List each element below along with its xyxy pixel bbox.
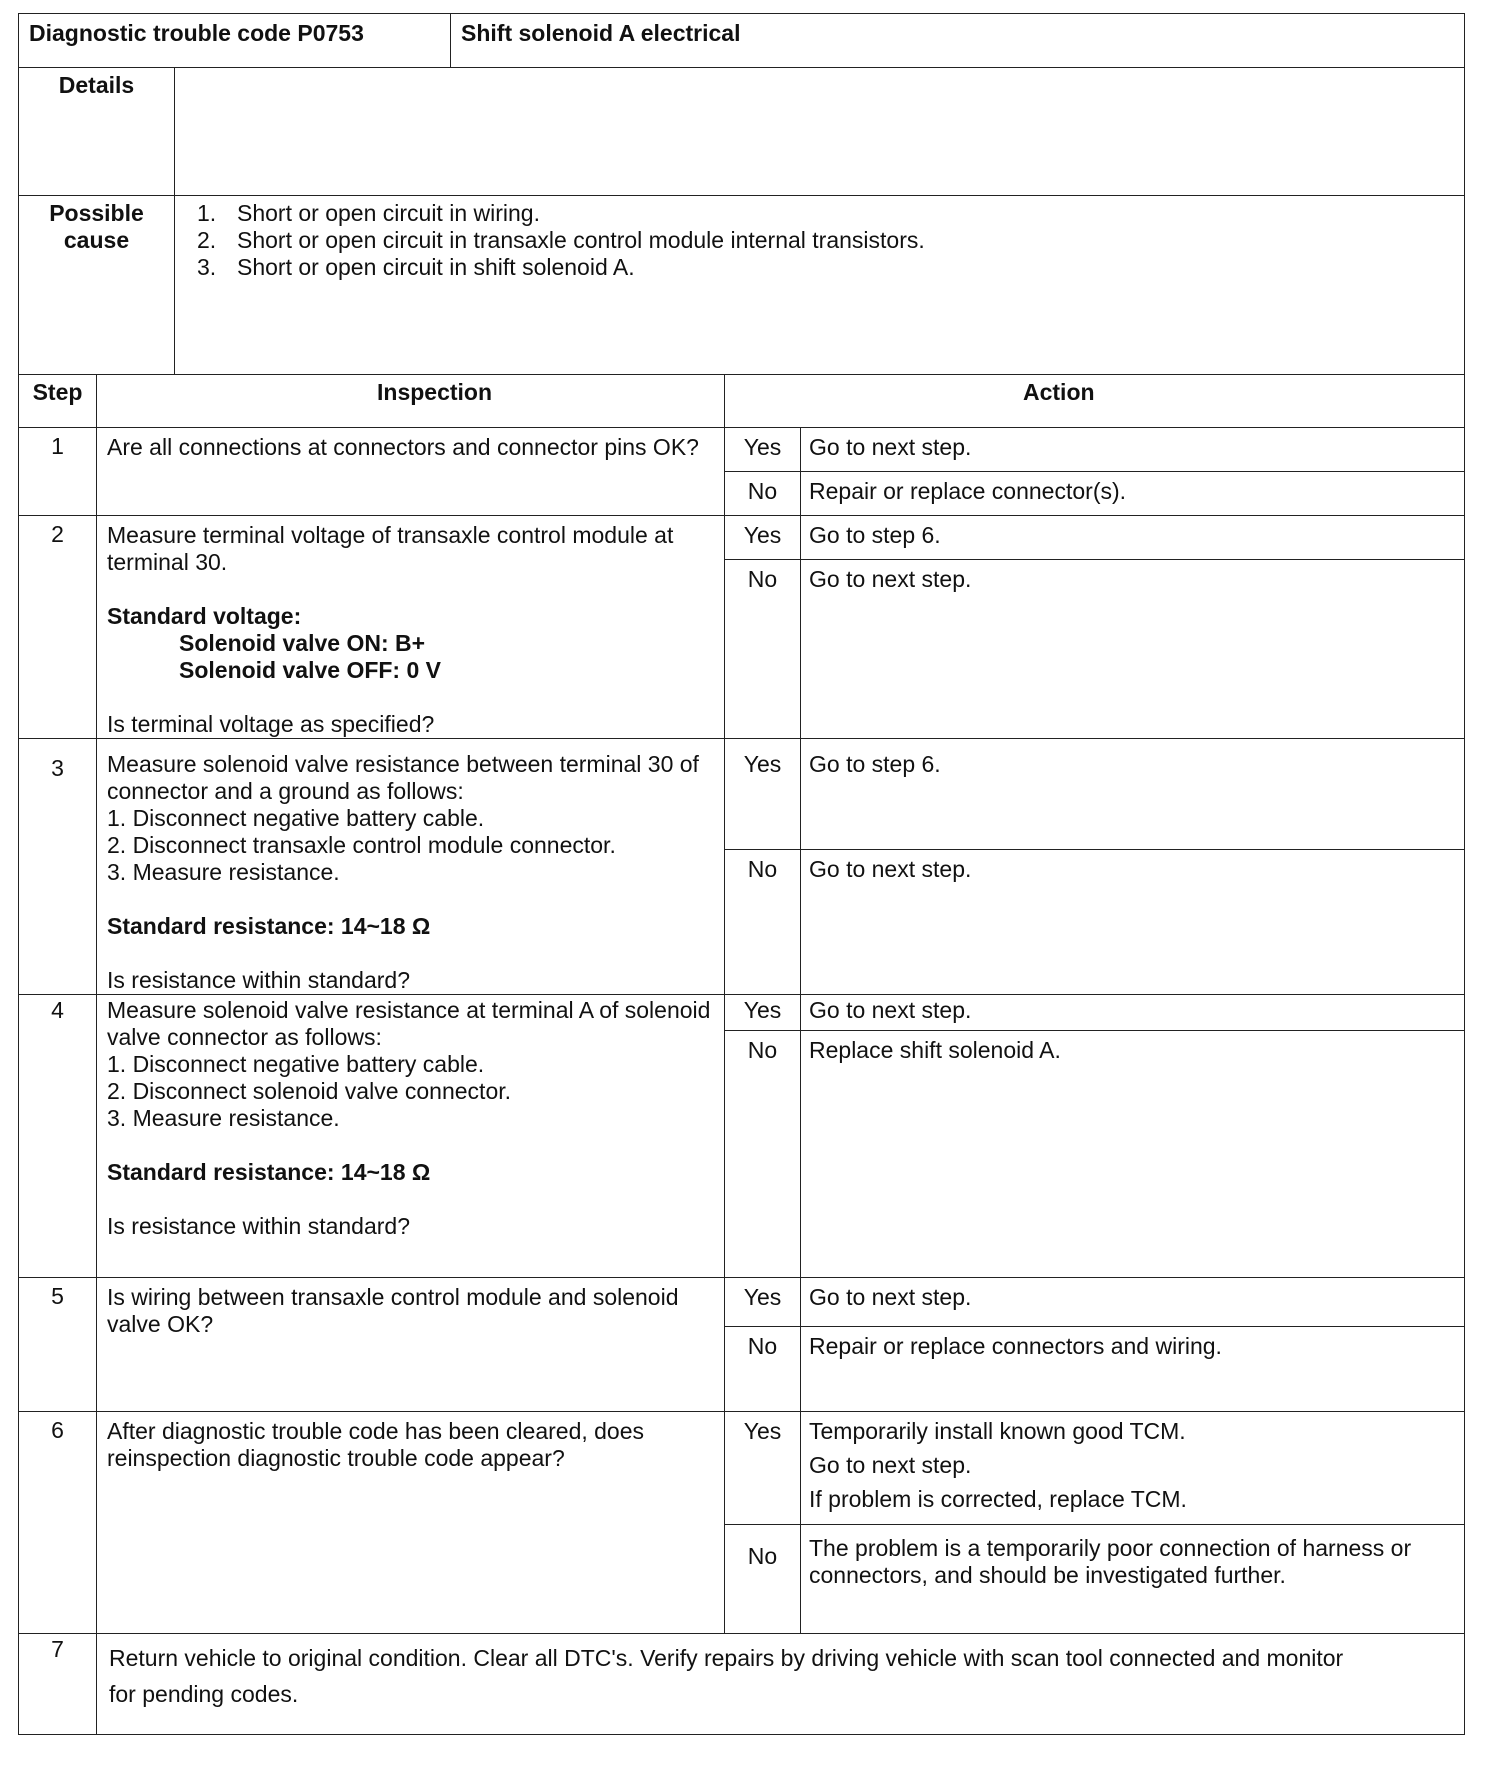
spec-line: Solenoid valve ON: B+ xyxy=(179,630,426,656)
diagnostic-table xyxy=(18,13,1465,1735)
step-column-header: Step xyxy=(19,375,97,428)
substep: 1. Disconnect negative battery cable. xyxy=(107,805,485,831)
action-column-header: Action xyxy=(725,375,1465,428)
substep: 2. Disconnect transaxle control module connector. xyxy=(107,832,616,858)
yes-label: Yes xyxy=(725,739,801,850)
step-1-yes-action: Go to next step. xyxy=(801,428,1465,472)
yes-label: Yes xyxy=(725,1412,801,1525)
step-number: 1 xyxy=(19,428,97,516)
spec-title: Standard voltage: xyxy=(107,603,302,629)
step-3-yes-action: Go to step 6. xyxy=(801,739,1465,850)
step-1-inspection: Are all connections at connectors and connector pins OK? xyxy=(97,428,725,516)
yes-label: Yes xyxy=(725,995,801,1031)
no-label: No xyxy=(725,1327,801,1412)
substep: 2. Disconnect solenoid valve connector. xyxy=(107,1078,512,1104)
step-5-inspection: Is wiring between transaxle control module and solenoid valve OK? xyxy=(97,1278,725,1412)
step-6-yes-action: Temporarily install known good TCM. Go to next step. If problem is corrected, replace TCM. xyxy=(801,1412,1465,1525)
step-2-no-action: Go to next step. xyxy=(801,560,1465,739)
step-number: 6 xyxy=(19,1412,97,1634)
step-4-inspection: Measure solenoid valve resistance at terminal A of solenoid valve connector as follows: 1. Disconnect negative battery cable. 2. Disconnect solenoid valve connector. 3. Measure resistance. Standard resistance: 14~18 Ω Is resistance within standard? xyxy=(97,995,725,1278)
step-number: 2 xyxy=(19,516,97,739)
step-4-yes-action: Go to next step. xyxy=(801,995,1465,1031)
spec-line: Standard resistance: 14~18 Ω xyxy=(107,1159,431,1185)
step-1-no-action: Repair or replace connector(s). xyxy=(801,472,1465,516)
step-4-yes-row xyxy=(19,995,1465,1031)
column-header-row xyxy=(19,375,1465,428)
step-2-yes-action: Go to step 6. xyxy=(801,516,1465,560)
dtc-code-label: Diagnostic trouble code P0753 xyxy=(19,14,451,68)
header-row xyxy=(19,14,1465,68)
yes-label: Yes xyxy=(725,516,801,560)
cause-item: 2. Short or open circuit in transaxle control module internal transistors. xyxy=(197,227,925,253)
step-2-inspection: Measure terminal voltage of transaxle control module at terminal 30. Standard voltage: Solenoid valve ON: B+ Solenoid valve OFF: 0 V Is terminal voltage as specified? xyxy=(97,516,725,739)
substep: 1. Disconnect negative battery cable. xyxy=(107,1051,485,1077)
step-3-yes-row xyxy=(19,739,1465,850)
step-question: Is terminal voltage as specified? xyxy=(107,711,435,737)
no-label: No xyxy=(725,560,801,739)
step-6-yes-row xyxy=(19,1412,1465,1525)
no-label: No xyxy=(725,1031,801,1278)
spec-line: Solenoid valve OFF: 0 V xyxy=(179,657,442,683)
no-label: No xyxy=(725,472,801,516)
diagnostic-document xyxy=(18,13,1464,1735)
step-number: 7 xyxy=(19,1634,97,1735)
no-label: No xyxy=(725,850,801,995)
cause-item: 3. Short or open circuit in shift solenoid A. xyxy=(197,254,635,280)
cause-item: 1. Short or open circuit in wiring. xyxy=(197,200,540,226)
step-2-yes-row xyxy=(19,516,1465,560)
inspection-column-header: Inspection xyxy=(97,375,725,428)
step-question: Is resistance within standard? xyxy=(107,1213,410,1239)
step-5-yes-action: Go to next step. xyxy=(801,1278,1465,1327)
yes-label: Yes xyxy=(725,1278,801,1327)
substep: 3. Measure resistance. xyxy=(107,859,340,885)
step-number: 5 xyxy=(19,1278,97,1412)
spec-line: Standard resistance: 14~18 Ω xyxy=(107,913,431,939)
details-label: Details xyxy=(19,68,175,196)
step-7-text: Return vehicle to original condition. Clear all DTC's. Verify repairs by driving vehicle with scan tool connected and monitor for pending codes. xyxy=(97,1634,1465,1735)
possible-cause-content xyxy=(175,196,1465,375)
step-number: 4 xyxy=(19,995,97,1278)
no-label: No xyxy=(725,1525,801,1634)
step-4-no-action: Replace shift solenoid A. xyxy=(801,1031,1465,1278)
substep: 3. Measure resistance. xyxy=(107,1105,340,1131)
step-number: 3 xyxy=(19,739,97,995)
step-3-inspection: Measure solenoid valve resistance between terminal 30 of connector and a ground as follows: 1. Disconnect negative battery cable. 2. Disconnect transaxle control module connector. 3. Measure resistance. Standard resistance: 14~18 Ω Is resistance within standard? xyxy=(97,739,725,995)
cause-list xyxy=(197,200,1464,281)
possible-cause-label: Possible cause xyxy=(19,196,175,375)
step-question: Is resistance within standard? xyxy=(107,967,410,993)
dtc-title: Shift solenoid A electrical xyxy=(451,14,1465,68)
step-1-yes-row xyxy=(19,428,1465,472)
step-6-no-action: The problem is a temporarily poor connection of harness or connectors, and should be investigated further. xyxy=(801,1525,1465,1634)
details-content xyxy=(175,68,1465,196)
details-row xyxy=(19,68,1465,196)
possible-cause-row xyxy=(19,196,1465,375)
step-6-inspection: After diagnostic trouble code has been cleared, does reinspection diagnostic trouble code appear? xyxy=(97,1412,725,1634)
step-5-no-action: Repair or replace connectors and wiring. xyxy=(801,1327,1465,1412)
step-3-no-action: Go to next step. xyxy=(801,850,1465,995)
step-7-row xyxy=(19,1634,1465,1735)
step-5-yes-row xyxy=(19,1278,1465,1327)
yes-label: Yes xyxy=(725,428,801,472)
